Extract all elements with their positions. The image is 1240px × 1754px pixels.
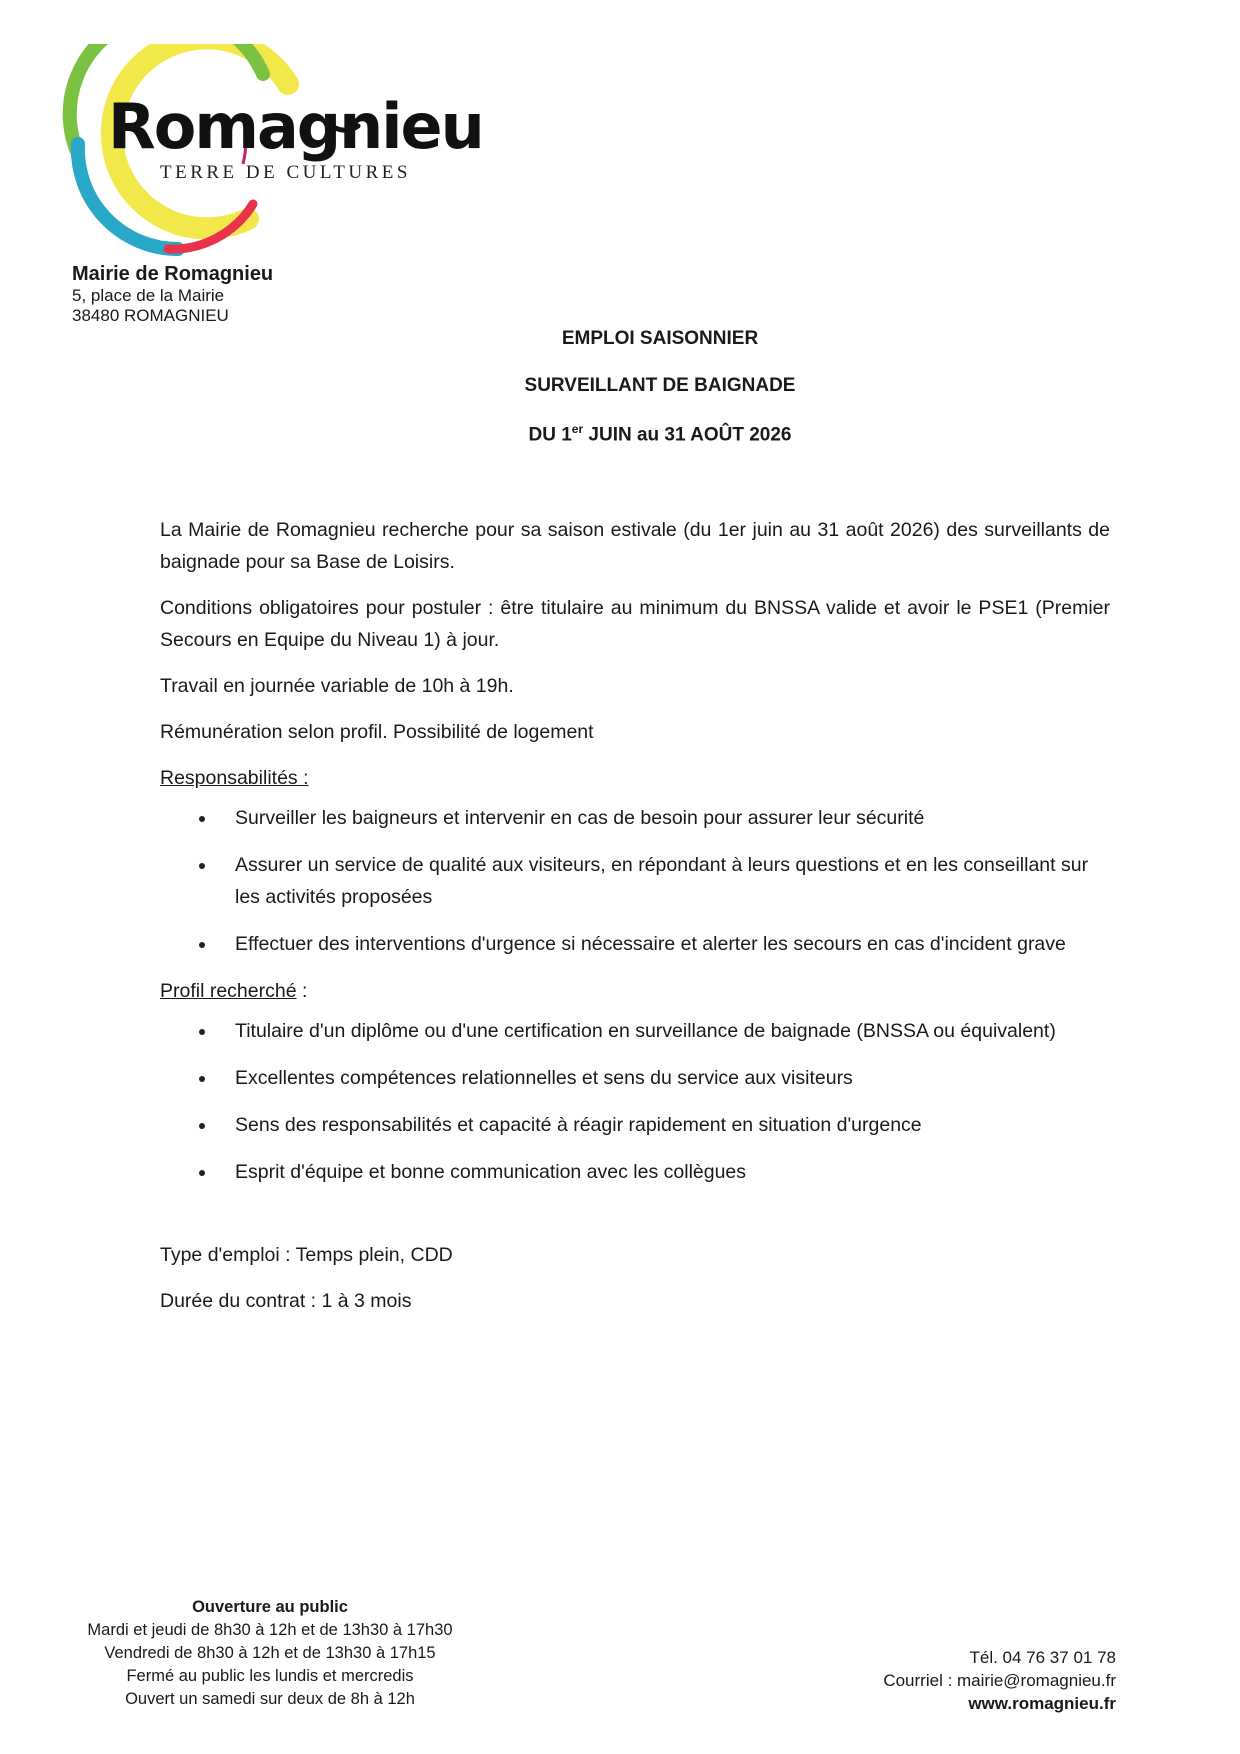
responsibilities-heading: Responsabilités : [160,767,309,789]
job-type-paragraph: Type d'emploi : Temps plein, CDD [160,1244,453,1266]
logo-wordmark: Romagnieu [108,90,483,163]
list-item: Assurer un service de qualité aux visiteurs, en répondant à leurs questions et en les conseillant sur les activités proposées [235,849,1110,913]
title-dates-suffix: JUIN au 31 AOÛT 2026 [583,424,792,446]
opening-hours-line: Ouvert un samedi sur deux de 8h à 12h [125,1690,415,1708]
title-dates-prefix: DU 1 [528,424,572,446]
profile-heading-line [160,975,1110,1007]
title-job-type: EMPLOI SAISONNIER [561,328,759,349]
title-position: SURVEILLANT DE BAIGNADE [524,375,796,396]
contact-website: www.romagnieu.fr [968,1694,1116,1713]
opening-hours [80,1596,460,1711]
sender-address [72,262,273,327]
list-item: Effectuer des interventions d'urgence si nécessaire et alerter les secours en cas d'incident grave [235,928,1110,960]
list-item: Esprit d'équipe et bonne communication avec les collègues [235,1156,1110,1188]
romagnieu-logo [58,44,483,259]
conditions-paragraph: Conditions obligatoires pour postuler : être titulaire au minimum du BNSSA valide et avoir le PSE1 (Premier Secours en Equipe du Niveau 1) à jour. [160,597,1110,651]
hours-paragraph: Travail en journée variable de 10h à 19h. [160,675,514,697]
sender-street: 5, place de la Mairie [72,286,225,305]
opening-hours-line: Mardi et jeudi de 8h30 à 12h et de 13h30 à 17h30 [87,1621,453,1639]
duration-paragraph: Durée du contrat : 1 à 3 mois [160,1290,412,1312]
list-item: Excellentes compétences relationnelles et sens du service aux visiteurs [235,1062,1110,1094]
pay-paragraph: Rémunération selon profil. Possibilité de logement [160,721,594,743]
list-item: Titulaire d'un diplôme ou d'une certification en surveillance de baignade (BNSSA ou équivalent) [235,1015,1110,1047]
sender-city: 38480 ROMAGNIEU [72,306,229,326]
sender-name: Mairie de Romagnieu [72,263,274,285]
list-item: Surveiller les baigneurs et intervenir en cas de besoin pour assurer leur sécurité [235,802,1110,834]
document-body [160,514,1110,1331]
spacer [160,1203,1110,1239]
opening-hours-title: Ouverture au public [192,1598,348,1616]
title-dates-ordinal: er [571,422,584,436]
profile-heading-colon: : [296,980,308,1002]
opening-hours-line: Fermé au public les lundis et mercredis [126,1667,414,1685]
intro-paragraph: La Mairie de Romagnieu recherche pour sa saison estivale (du 1er juin au 31 août 2026) des surveillants de baignade pour sa Base de Loisirs. [160,519,1110,573]
profile-heading: Profil recherché [160,980,297,1002]
logo-tagline: TERRE DE CULTURES [160,162,411,183]
list-item: Sens des responsabilités et capacité à réagir rapidement en situation d'urgence [235,1109,1110,1141]
profile-list [160,1015,1110,1188]
contact-info [883,1646,1116,1715]
responsibilities-list [160,802,1110,960]
contact-email: Courriel : mairie@romagnieu.fr [883,1671,1116,1690]
opening-hours-line: Vendredi de 8h30 à 12h et de 13h30 à 17h15 [104,1644,436,1662]
contact-phone: Tél. 04 76 37 01 78 [969,1648,1116,1667]
title-dates [40,422,1240,446]
